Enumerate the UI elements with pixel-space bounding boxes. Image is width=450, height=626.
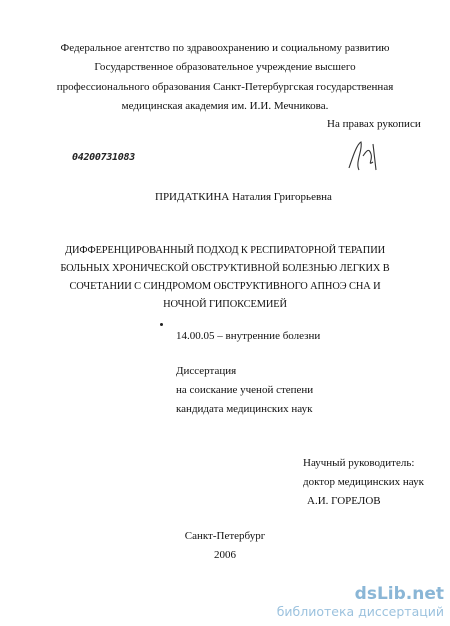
manuscript-note: На правах рукописи <box>327 118 421 130</box>
title-line-4: НОЧНОЙ ГИПОКСЕМИЕЙ <box>163 299 287 310</box>
specialty-code: 14.00.05 – внутренние болезни <box>176 330 321 342</box>
watermark-subtitle: библиотека диссертаций <box>276 604 444 619</box>
year: 2006 <box>214 549 236 561</box>
header-line-2: Государственное образовательное учреждение высшего <box>94 61 356 73</box>
header-line-1: Федеральное агентство по здравоохранению и социальному развитию <box>60 42 390 54</box>
header-line-3: профессионального образования Санкт-Петербургская государственная <box>56 81 394 93</box>
degree-line-3: кандидата медицинских наук <box>176 403 313 415</box>
signature-icon <box>343 136 383 176</box>
city: Санкт-Петербург <box>184 530 266 542</box>
watermark-logo: dsLib.net <box>354 584 444 604</box>
supervisor-label: Научный руководитель: <box>303 457 415 469</box>
supervisor-name: А.И. ГОРЕЛОВ <box>307 495 381 507</box>
author-name: ПРИДАТКИНА Наталия Григорьевна <box>155 191 332 203</box>
degree-line-1: Диссертация <box>176 365 237 377</box>
title-line-2: БОЛЬНЫХ ХРОНИЧЕСКОЙ ОБСТРУКТИВНОЙ БОЛЕЗНЬЮ ЛЕГКИХ В <box>60 263 390 274</box>
ink-dot <box>160 323 163 326</box>
dslib-watermark <box>277 584 444 620</box>
header-line-4: медицинская академия им. И.И. Мечникова. <box>121 100 329 112</box>
archive-stamp: 04200731083 <box>72 152 135 163</box>
degree-line-2: на соискание ученой степени <box>176 384 314 396</box>
supervisor-degree: доктор медицинских наук <box>303 476 424 488</box>
title-line-1: ДИФФЕРЕНЦИРОВАННЫЙ ПОДХОД К РЕСПИРАТОРНОЙ ТЕРАПИИ <box>64 245 386 256</box>
title-line-3: СОЧЕТАНИИ С СИНДРОМОМ ОБСТРУКТИВНОГО АПНОЭ СНА И <box>69 281 381 292</box>
